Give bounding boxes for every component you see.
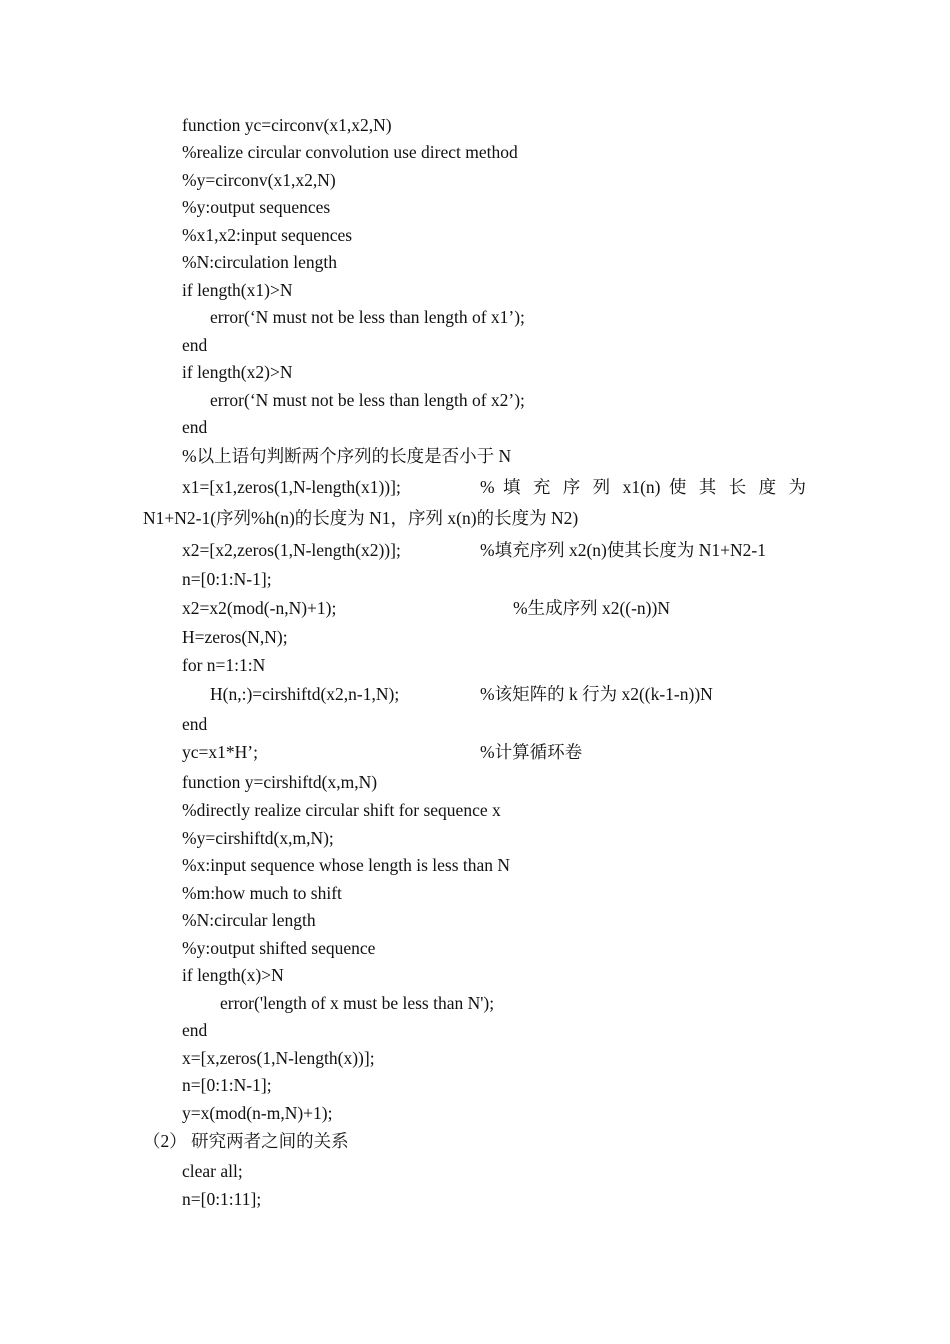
code-comment: %y:output sequences (182, 197, 331, 217)
code-line: if length(x)>N (182, 965, 284, 985)
code-line: x2=x2(mod(-n,N)+1); (182, 598, 337, 618)
code-line: H(n,:)=cirshiftd(x2,n-1,N); (210, 684, 400, 704)
code-line: error(‘N must not be less than length of x2’); (210, 390, 525, 410)
code-line: if length(x2)>N (182, 362, 293, 382)
code-line: end (182, 714, 208, 734)
code-comment: %x1,x2:input sequences (182, 225, 353, 245)
code-comment: %y:output shifted sequence (182, 938, 376, 958)
code-line: error(‘N must not be less than length of x1’); (210, 307, 525, 327)
code-line: H=zeros(N,N); (182, 627, 288, 647)
code-line: n=[0:1:N-1]; (182, 1075, 272, 1095)
code-comment: N1+N2-1(序列%h(n)的长度为 N1，序列 x(n)的长度为 N2) (143, 508, 579, 528)
code-comment: %realize circular convolution use direct method (182, 142, 518, 162)
code-line: function yc=circonv(x1,x2,N) (182, 115, 392, 135)
code-line: n=[0:1:N-1]; (182, 569, 272, 589)
code-line: error('length of x must be less than N'); (220, 993, 495, 1013)
code-line: for n=1:1:N (182, 655, 266, 675)
code-comment: %m:how much to shift (182, 883, 342, 903)
code-comment: %该矩阵的 k 行为 x2((k-1-n))N (480, 684, 713, 704)
code-comment: %N:circular length (182, 910, 316, 930)
code-line: x2=[x2,zeros(1,N-length(x2))]; (182, 540, 401, 560)
code-comment: %y=cirshiftd(x,m,N); (182, 828, 334, 848)
code-comment: %以上语句判断两个序列的长度是否小于 N (182, 446, 512, 466)
code-comment: %y=circonv(x1,x2,N) (182, 170, 336, 190)
code-line: end (182, 417, 208, 437)
code-line: x1=[x1,zeros(1,N-length(x1))]; (182, 477, 401, 497)
code-line: if length(x1)>N (182, 280, 293, 300)
section-heading: （2） 研究两者之间的关系 (143, 1131, 349, 1151)
code-comment: %生成序列 x2((-n))N (513, 598, 670, 618)
code-comment: % 填 充 序 列 x1(n) 使 其 长 度 为 (480, 477, 806, 497)
code-line: n=[0:1:11]; (182, 1189, 262, 1209)
code-line: end (182, 335, 208, 355)
code-line: clear all; (182, 1161, 243, 1181)
code-line: function y=cirshiftd(x,m,N) (182, 772, 378, 792)
code-comment: %x:input sequence whose length is less than N (182, 855, 511, 875)
code-line: x=[x,zeros(1,N-length(x))]; (182, 1048, 375, 1068)
code-comment: %directly realize circular shift for sequence x (182, 800, 501, 820)
code-line: y=x(mod(n-m,N)+1); (182, 1103, 333, 1123)
code-line: yc=x1*H’; (182, 742, 258, 762)
code-line: end (182, 1020, 208, 1040)
code-comment: %填充序列 x2(n)使其长度为 N1+N2-1 (480, 540, 766, 560)
code-comment: %计算循环卷 (480, 742, 583, 762)
code-comment: %N:circulation length (182, 252, 338, 272)
